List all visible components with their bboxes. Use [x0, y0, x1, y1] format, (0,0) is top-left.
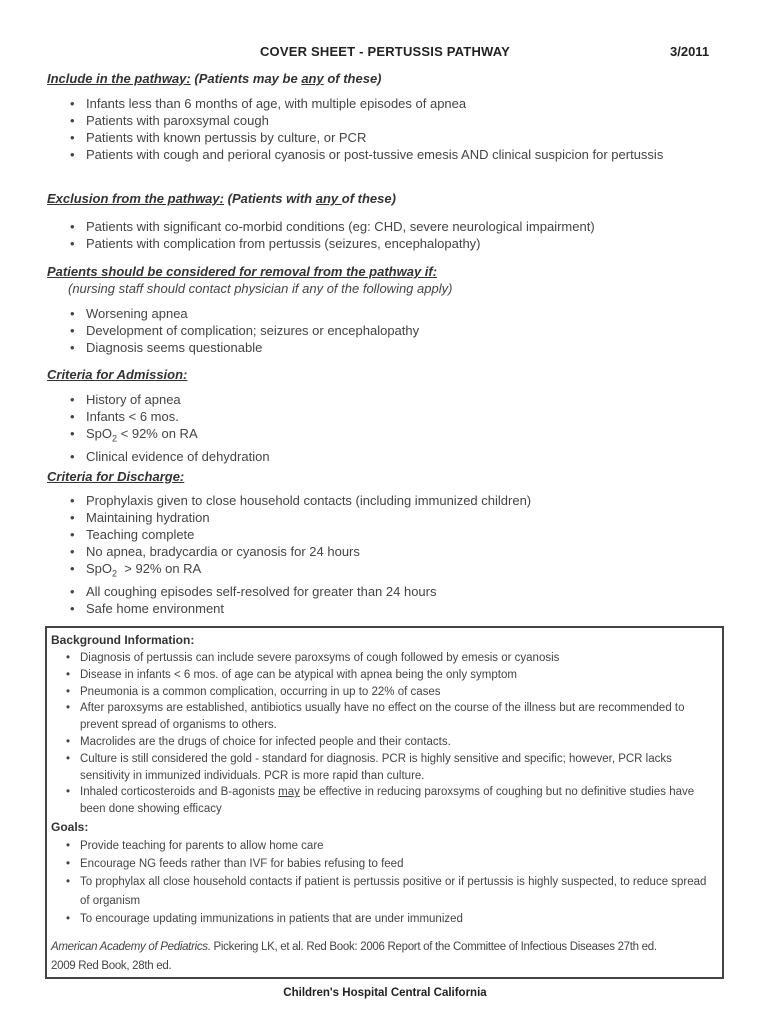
list-item: • No apnea, bradycardia or cyanosis for 24 hours [66, 543, 706, 560]
list-item: • Worsening apnea [66, 305, 706, 322]
inhaled-text-post: be effective in reducing paroxsyms of coughing but no definitive studies have been done showing efficacy [80, 786, 695, 816]
list-item: • All coughing episodes self-resolved for greater than 24 hours [66, 583, 706, 600]
removal-heading-label: Patients should be considered for removal from the pathway if: [47, 264, 438, 279]
exclusion-list [66, 218, 706, 252]
inhaled-text-pre: Inhaled corticosteroids and B-agonists [80, 786, 279, 799]
exclusion-paren-any: any [315, 191, 342, 206]
list-item: • To prophylax all close household contacts if patient is pertussis positive or if pertussis is highly suspected, to reduce spread of organism [62, 873, 712, 909]
list-item: • To encourage updating immunizations in patients that are under immunized [62, 910, 712, 928]
list-item: • Patients with cough and perioral cyanosis or post-tussive emesis AND clinical suspicion for pertussis [66, 146, 706, 163]
inclusion-heading [47, 71, 382, 86]
document-title: COVER SHEET - PERTUSSIS PATHWAY [259, 44, 511, 59]
footer-institution: Children's Hospital Central California [283, 987, 487, 999]
list-item: • Development of complication; seizures or encephalopathy [66, 322, 706, 339]
exclusion-heading [47, 191, 396, 206]
list-item: • Pneumonia is a common complication, occurring in up to 22% of cases [62, 684, 712, 701]
spo2-value: > 92% on RA [117, 561, 202, 576]
inclusion-paren-any: any [301, 71, 324, 86]
spo2-subscript: 2 [112, 568, 118, 579]
list-item [62, 784, 712, 818]
list-item: • Maintaining hydration [66, 509, 706, 526]
reference-2: 2009 Red Book, 28th ed. [51, 960, 172, 972]
list-item: • After paroxsyms are established, antibiotics usually have no effect on the course of the illness but are recommended to prevent spread of organisms to others. [62, 700, 712, 734]
exclusion-heading-label: Exclusion from the pathway: [47, 191, 224, 206]
spo2-value: < 92% on RA [117, 426, 198, 441]
exclusion-paren-post: of these) [341, 191, 396, 206]
list-item: • History of apnea [66, 391, 706, 408]
discharge-heading-label: Criteria for Discharge: [47, 469, 185, 484]
list-item: • Provide teaching for parents to allow home care [62, 837, 712, 855]
list-item: • Patients with complication from pertussis (seizures, encephalopathy) [66, 235, 706, 252]
reference-1-source: American Academy of Pediatrics. [51, 941, 211, 953]
reference-1-detail: Pickering LK, et al. Red Book: 2006 Report of the Committee of Infectious Diseases 27th ed. [210, 941, 657, 953]
document-date: 3/2011 [670, 44, 710, 59]
spo2-subscript: 2 [112, 433, 118, 444]
background-list [62, 650, 712, 818]
discharge-list [66, 492, 706, 617]
list-item: • Patients with significant co-morbid conditions (eg: CHD, severe neurological impairment) [66, 218, 706, 235]
discharge-heading [47, 469, 184, 484]
goals-heading: Goals: [51, 820, 89, 834]
list-item: • Diagnosis of pertussis can include severe paroxsyms of cough followed by emesis or cyanosis [62, 650, 712, 667]
reference-1 [51, 941, 657, 953]
removal-note: (nursing staff should contact physician if any of the following apply) [68, 281, 453, 296]
list-item: • Macrolides are the drugs of choice for infected people and their contacts. [62, 734, 712, 751]
admission-list [66, 391, 706, 465]
list-item: • Culture is still considered the gold - standard for diagnosis. PCR is highly sensitive and specific; however, PCR lacks sensitivity in immunized individuals. PCR is more rapid than culture. [62, 751, 712, 785]
removal-heading [47, 264, 437, 279]
spo2-label: SpO [86, 561, 113, 576]
list-item: • Patients with known pertussis by culture, or PCR [66, 129, 706, 146]
inclusion-list [66, 95, 706, 163]
list-item: • Patients with paroxsymal cough [66, 112, 706, 129]
list-item [66, 560, 706, 583]
list-item: • Diagnosis seems questionable [66, 339, 706, 356]
list-item: • Clinical evidence of dehydration [66, 448, 706, 465]
list-item: • Infants less than 6 months of age, with multiple episodes of apnea [66, 95, 706, 112]
removal-list [66, 305, 706, 356]
inclusion-heading-label: Include in the pathway: [47, 71, 191, 86]
list-item [66, 425, 706, 448]
admission-heading-label: Criteria for Admission: [47, 367, 188, 382]
list-item: • Safe home environment [66, 600, 706, 617]
background-heading: Background Information: [51, 633, 195, 647]
admission-heading [47, 367, 187, 382]
goals-list [62, 837, 712, 928]
list-item: • Disease in infants < 6 mos. of age can be atypical with apnea being the only symptom [62, 667, 712, 684]
list-item: • Teaching complete [66, 526, 706, 543]
inhaled-text-may: may [278, 786, 300, 799]
list-item: • Infants < 6 mos. [66, 408, 706, 425]
list-item: • Prophylaxis given to close household contacts (including immunized children) [66, 492, 706, 509]
inclusion-paren-pre: (Patients may be [194, 71, 302, 86]
spo2-label: SpO [86, 426, 113, 441]
exclusion-paren-pre: (Patients with [227, 191, 316, 206]
list-item: • Encourage NG feeds rather than IVF for babies refusing to feed [62, 855, 712, 873]
inclusion-paren-post: of these) [323, 71, 382, 86]
